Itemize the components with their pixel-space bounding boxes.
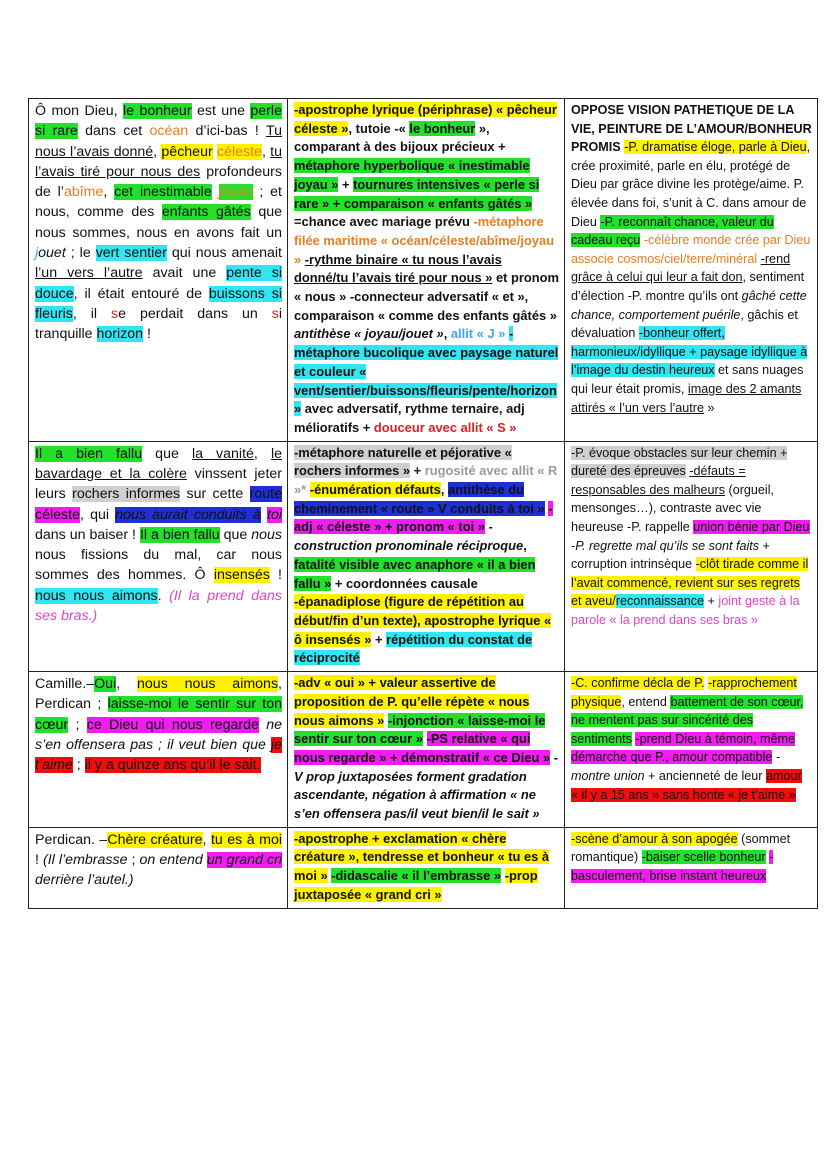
text-segment: i tranquille	[35, 305, 282, 343]
text-segment: le bavardage et la colère	[35, 445, 282, 482]
text-segment: rugosité avec allit « R »*	[294, 463, 558, 498]
interpretation-cell	[565, 827, 818, 908]
text-segment: joint geste à la parole « la prend dans ses bras »	[571, 594, 800, 627]
text-segment: + coordonnées causale	[331, 575, 478, 591]
text-segment: -V prop juxtaposées forment gradation ascendante, négation à affirmation « ne s’en offensera pas/il veut bien/il le sait »	[294, 749, 558, 822]
text-cell	[29, 99, 288, 442]
text-segment: abîme	[63, 184, 104, 201]
text-segment: Ô mon Dieu,	[35, 103, 124, 119]
text-cell	[29, 672, 288, 828]
text-segment: le bonheur	[409, 120, 476, 136]
text-segment: -célèbre monde crée par Dieu associe cosmos/ciel/terre/minéral	[571, 233, 811, 266]
text-segment: que nous sommes, nous en avons fait un	[35, 204, 283, 241]
text-segment: -prend Dieu à témoin, même démarche que P., amour compatible	[571, 731, 795, 765]
text-segment	[212, 184, 219, 200]
text-segment: -PS relative « qui nous regarde » + démonstratif « ce Dieu »	[294, 731, 551, 765]
table-row	[29, 672, 818, 828]
text-segment: ,	[253, 445, 271, 462]
text-segment: et pronom « nous » -connecteur adversatif « et », comparaison « comme des enfants gâtés »	[294, 270, 560, 323]
text-segment: horizon	[96, 326, 144, 343]
text-segment: on entend	[139, 852, 203, 869]
text-segment: répétition du constat de réciprocité	[294, 631, 533, 666]
text-segment: tu l’avais tiré pour nous des	[35, 143, 282, 180]
text-segment: , qui	[79, 506, 116, 523]
text-segment: ouet	[38, 245, 66, 262]
text-segment: avec adversatif, rythme ternaire, adj mélioratifs +	[294, 401, 525, 435]
text-segment: métaphore hyperbolique « inestimable joyau »	[294, 158, 530, 192]
text-segment: +	[410, 463, 425, 479]
text-segment: -apostrophe lyrique (périphrase) « pêcheur céleste »	[294, 102, 557, 136]
text-segment: gâché cette chance, comportement puérile	[571, 288, 807, 322]
text-segment: + ancienneté de leur	[644, 769, 766, 784]
text-segment: -construction pronominale réciproque	[294, 519, 524, 554]
text-segment: Il a bien fallu	[35, 445, 143, 462]
text-segment: pente si douce	[35, 265, 282, 302]
text-segment: + corruption intrinsèque	[571, 538, 770, 572]
text-segment: , Perdican ;	[35, 676, 282, 713]
text-segment: , crée proximité, parle en élu, protégé de Dieu par grâce divine les protège/aime. P. élevée dans foi, s’unit à C. dans amour de Dieu	[571, 140, 811, 229]
text-segment: j	[35, 245, 39, 262]
text-segment: -scène d’amour à son apogée	[571, 831, 738, 846]
text-segment: Camille.–	[35, 676, 95, 693]
text-segment: ,	[523, 538, 527, 554]
text-segment: ,	[443, 326, 451, 342]
analysis-table	[28, 98, 818, 909]
text-segment: nous	[251, 526, 282, 543]
text-segment: dans cet	[77, 123, 150, 140]
text-segment: (sommet romantique)	[571, 831, 791, 865]
text-segment: -P. dramatise éloge, parle à Dieu	[624, 140, 807, 155]
text-segment: », comparant à des bijoux précieux +	[294, 120, 506, 155]
text-segment: -montre union	[571, 750, 781, 784]
text-segment: je t’aime	[35, 736, 282, 774]
text-segment: perle si rare	[35, 103, 282, 140]
text-segment: ; le	[65, 245, 96, 262]
text-segment: -adv « oui » + valeur assertive de proposition de P. qu’elle répète « nous nous aimons »	[294, 675, 530, 728]
text-segment: ,	[103, 184, 115, 201]
text-segment: -P. reconnaît chance, valeur du cadeau reçu	[571, 214, 774, 248]
text-segment: nous fissions du mal, car nous sommes des hommes. Ô	[35, 547, 282, 584]
text-segment: !	[143, 326, 151, 343]
analysis-cell	[288, 441, 565, 671]
text-segment: (Il l’embrasse	[43, 852, 128, 869]
interpretation-cell	[565, 99, 818, 442]
table-row	[29, 99, 818, 442]
text-segment: -énumération défauts	[309, 482, 441, 498]
text-segment: nous nous aimons	[137, 676, 279, 693]
text-segment: -P. regrette mal qu’ils se sont faits	[571, 538, 760, 553]
text-segment: que	[142, 445, 192, 462]
text-segment: -prop juxtaposée « grand cri »	[294, 868, 538, 902]
text-segment: dans un baiser !	[35, 526, 140, 543]
analysis-cell	[288, 827, 565, 908]
text-segment: -adj « céleste » + pronom « toi »	[294, 500, 553, 535]
text-segment: laisse-moi le sentir sur ton cœur	[35, 696, 282, 733]
text-segment: -métaphore naturelle et péjorative « rochers informes »	[294, 444, 512, 479]
text-segment: e perdait dans un	[118, 305, 272, 322]
text-segment: ,	[440, 482, 449, 498]
text-segment: qui nous amenait	[166, 245, 282, 262]
text-segment: est une	[191, 103, 251, 119]
text-segment: ; et nous, comme des	[35, 184, 282, 221]
text-segment: océan	[149, 123, 189, 140]
text-segment: l’un vers l’autre	[35, 265, 143, 282]
text-segment: allit « J »	[450, 326, 506, 342]
text-segment: +	[338, 176, 354, 192]
text-segment: , gâchis et dévaluation	[571, 307, 798, 341]
text-segment: céleste	[216, 143, 262, 160]
text-segment: Oui	[94, 676, 117, 693]
text-segment: .	[157, 587, 170, 604]
text-segment: le bonheur	[123, 103, 192, 119]
text-segment: antithèse « joyau/jouet »	[294, 326, 444, 342]
text-segment: -rapprochement physique	[571, 676, 797, 709]
text-segment: , sentiment d’élection -P. montre qu’ils ont	[571, 270, 805, 303]
text-segment: ;	[72, 757, 85, 774]
text-segment: ce Dieu qui nous regarde	[86, 716, 259, 733]
text-segment: antithèse du cheminement « route » V conduits à toi »	[294, 482, 545, 516]
text-segment: »	[704, 400, 715, 415]
analysis-cell	[288, 672, 565, 828]
text-segment: -bonheur offert, harmonieux/idyllique + paysage idyllique à l’image du destin heureux	[571, 326, 808, 378]
text-segment: -P. rappelle	[627, 520, 694, 535]
text-cell	[29, 441, 288, 671]
text-segment: vinssent jeter leurs	[35, 465, 282, 503]
interpretation-cell	[565, 672, 818, 828]
text-segment: -C. confirme décla de P.	[571, 676, 705, 691]
text-segment: =chance avec mariage prévu	[294, 214, 474, 230]
text-segment: s	[111, 305, 119, 322]
text-segment: -clôt tirade comme il l’avait commencé, revient sur ses regrets et aveu/	[571, 557, 809, 609]
text-segment: ,	[202, 831, 211, 848]
text-segment	[423, 731, 427, 746]
text-segment: -rend grâce à celui qui leur a fait don	[571, 251, 791, 285]
text-segment: nous aurait conduits à	[115, 506, 261, 523]
text-segment: -didascalie « il l’embrasse »	[331, 868, 502, 884]
interpretation-cell	[565, 441, 818, 671]
text-segment: reconnaissance	[615, 594, 705, 609]
text-segment: derrière l’autel.)	[35, 872, 134, 889]
text-segment: (orgueil, mensonges…), contraste avec vie heureuse	[571, 482, 775, 535]
text-segment: -métaphore bucolique avec paysage naturel et couleur « vent/sentier/buissons/fleuris/pente/horizon »	[294, 326, 559, 417]
text-segment: douceur avec allit « S »	[373, 419, 517, 435]
text-segment: fatalité visible avec anaphore « il a bien fallu »	[294, 556, 536, 591]
text-segment: profondeurs de l’	[35, 163, 282, 201]
text-segment: ,	[116, 676, 138, 693]
text-segment: vert sentier	[95, 245, 167, 262]
text-segment: il y a quinze ans qu’il le sait.	[84, 757, 261, 774]
text-segment: -basculement, brise instant heureux	[571, 850, 774, 883]
table-row	[29, 441, 818, 671]
text-segment: amour « il y a 15 ans » sans honte « je t’aime »	[571, 769, 802, 802]
text-segment: Il a bien fallu	[139, 526, 220, 543]
text-segment: pêcheur	[161, 143, 213, 160]
text-segment: -P. évoque obstacles sur leur chemin + dureté des épreuves	[571, 445, 788, 479]
text-segment: enfants gâtés	[161, 204, 251, 221]
text-segment: union bénie par Dieu	[693, 520, 810, 535]
table-row	[29, 827, 818, 908]
text-segment: , tutoie -«	[348, 120, 410, 136]
text-segment: que	[219, 526, 252, 543]
text-segment: avait une	[142, 265, 227, 282]
text-segment: la vanité	[191, 445, 254, 462]
text-segment: -métaphore filée maritime « océan/céleste/abîme/joyau »	[294, 214, 555, 267]
text-segment: ;	[68, 716, 87, 733]
text-segment: tournures intensives « perle si rare » + comparaison « enfants gâtés »	[294, 176, 540, 211]
text-segment: -épanadiplose (figure de répétition au début/fin d’un texte), apostrophe lyrique « ô insensés »	[294, 594, 552, 647]
text-segment: s	[271, 305, 279, 322]
text-segment: -rythme binaire « tu nous l’avais donné/tu l’avais tiré pour nous »	[294, 251, 502, 286]
text-segment: Tu nous l’avais donné,	[35, 123, 282, 160]
text-segment: , il	[72, 305, 112, 322]
text-cell	[29, 827, 288, 908]
analysis-cell	[288, 99, 565, 442]
text-segment: image des 2 amants attirés « l’un vers l’autre	[571, 381, 802, 415]
text-segment: Perdican. –	[35, 831, 108, 848]
text-segment: (Il la prend dans ses bras.)	[35, 587, 282, 625]
text-segment: rochers informes	[72, 486, 181, 503]
text-segment: buissons si fleuris	[35, 285, 283, 322]
text-segment: -défauts = responsables des malheurs	[571, 464, 746, 497]
text-segment: un grand cri	[206, 852, 282, 869]
text-segment: ;	[127, 852, 140, 869]
text-segment: ne s’en offensera pas ; il veut bien que	[35, 716, 282, 753]
text-segment: ,	[261, 143, 271, 160]
text-segment: sur cette	[180, 486, 250, 503]
text-segment: !	[35, 852, 43, 869]
text-segment: battement de son cœur, ne mentent pas sur sincérité des sentiments	[571, 694, 804, 746]
text-segment: joyau	[218, 184, 253, 201]
text-segment: toi	[267, 506, 282, 523]
text-segment: tu es à moi	[210, 831, 282, 848]
text-segment: nous nous aimons	[35, 587, 158, 604]
text-segment: OPPOSE VISION PATHETIQUE DE LA VIE, PEINTURE DE L’AMOUR/BONHEUR PROMIS	[571, 103, 812, 155]
text-segment: céleste	[35, 506, 80, 523]
text-segment: insensés	[213, 567, 270, 584]
text-segment: Chère créature	[107, 831, 203, 848]
text-segment: , il était entouré de	[73, 285, 209, 302]
text-segment: cet inestimable	[114, 184, 212, 201]
text-segment: -baiser scelle bonheur	[641, 850, 766, 865]
text-segment: et sans nuages qui leur était promis,	[571, 363, 804, 396]
text-segment: , entend	[621, 694, 671, 709]
text-segment: d’ici-bas !	[188, 123, 266, 140]
text-segment: -apostrophe + exclamation « chère créature », tendresse et bonheur « tu es à moi »	[294, 830, 550, 884]
text-segment: +	[371, 631, 387, 647]
text-segment: -injonction « laisse-moi le sentir sur ton cœur »	[294, 712, 546, 747]
text-segment: !	[269, 567, 282, 584]
text-segment: route	[249, 486, 282, 503]
text-segment: +	[704, 594, 719, 609]
